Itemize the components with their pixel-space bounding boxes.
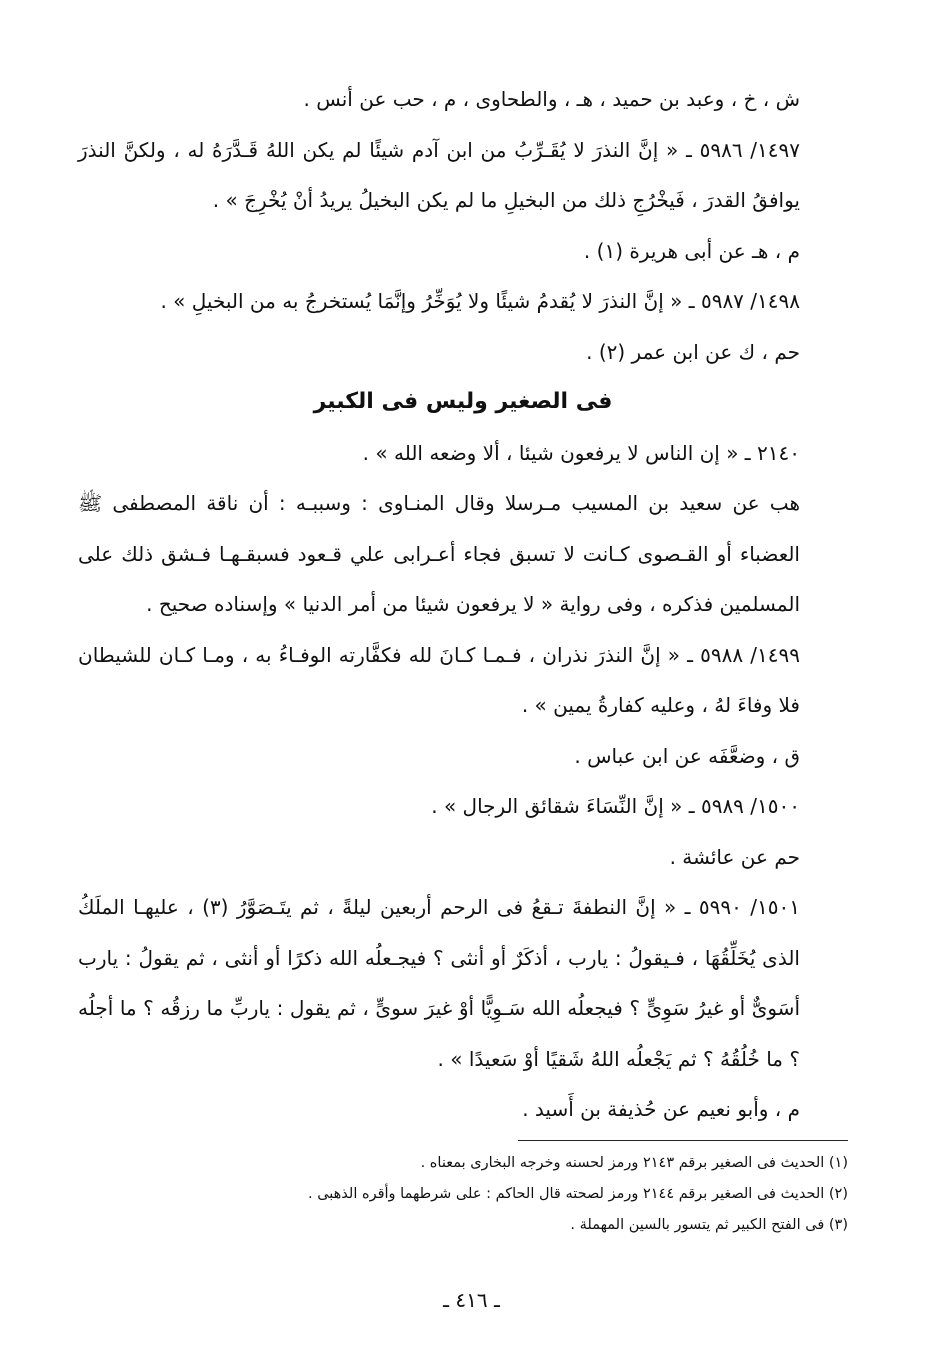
footnote-1: (١) الحديث فى الصغير برقم ٢١٤٣ ورمز لحسنه وخرجه البخارى بمعناه . (420, 1155, 848, 1171)
source-line: حم ، ك عن ابن عمر (٢) . (586, 339, 800, 364)
section-heading: فى الصغير وليس فى الكبير (313, 389, 613, 414)
footnote-2: (٢) الحديث فى الصغير برقم ٢١٤٤ ورمز لصحته قال الحاكم : على شرطهما وأقره الذهبى . (307, 1186, 848, 1202)
source-line: م ، هـ عن أبى هريرة (١) . (583, 238, 800, 263)
source-line: ق ، وضعَّفَه عن ابن عباس . (574, 743, 800, 768)
hadith-1501: ١٥٠١/ ٥٩٩٠ ـ « إنَّ النطفةَ تـقعُ فى الرحم أربعين ليلةً ، ثم يتَـصَوَّرُ (٣) ، عليهـا الملَكُ الذى يُخَلِّقُهَا ، فـيقولُ : يارب ، أذكَرٌ أو أنثى ؟ فيجـعلُه الله ذكرًا أو أنثى ، ثم يقولُ : يارب أسَوىٌّ أو غيرُ سَوِىٍّ ؟ فيجعلُه الله سَـوِيًّا أوْ غيرَ سوىٍّ ، ثم يقول : ياربِّ ما رزقُه ؟ ما أجلُه ؟ ما خُلُقُهُ ؟ ثم يَجْعلُه اللهُ شَقيًا أوْ سَعيدًا » . (78, 895, 800, 1071)
hadith-1500: ١٥٠٠/ ٥٩٨٩ ـ « إنَّ النِّسَاءَ شقائق الرجال » . (431, 794, 800, 818)
hadith-2140: ٢١٤٠ ـ « إن الناس لا يرفعون شيئا ، ألا وضعه الله » . (362, 440, 800, 465)
hadith-1499: ١٤٩٩/ ٥٩٨٨ ـ « إنَّ النذرَ نذران ، فـمـا كـانَ لله فكفَّارته الوفـاءُ به ، ومـا كـان للشيطان فلا وفاءَ لهُ ، وعليه كفارةُ يمين » . (78, 642, 800, 717)
commentary: هب عن سعيد بن المسيب مـرسلا وقال المنـاوى : وسببـه : أن ناقة المصطفى ﷺ العضباء أو القـصوى كـانت لا تسبق فجاء أعـرابى علي قـعود فسبقـهـا فـشق ذلك على المسلمين فذكره ، وفى رواية « لا يرفعون شيئا من أمر الدنيا » وإسناده صحيح . (78, 491, 800, 616)
hadith-1497: ١٤٩٧/ ٥٩٨٦ ـ « إنَّ النذرَ لا يُقَـرِّبُ من ابن آدم شيئًا لم يكن اللهُ قَـدَّرَهُ له ، ولكنَّ النذرَ يوافقُ القدرَ ، فَيخْرُجِ ذلك من البخيلِ ما لم يكن البخيلُ يريدُ أنْ يُخْرِجَ » . (78, 137, 800, 212)
hadith-1498: ١٤٩٨/ ٥٩٨٧ ـ « إنَّ النذرَ لا يُقدمُ شيئًا ولا يُوَخِّرُ وإنَّمَا يُستخرجُ به من البخيلِ » . (160, 289, 800, 313)
page-number: ـ ٤١٦ ـ (443, 1288, 500, 1312)
source-line: ش ، خ ، وعبد بن حميد ، هـ ، والطحاوى ، م ، حب عن أنس . (303, 87, 800, 111)
source-line: حم عن عائشة . (669, 844, 800, 869)
main-text (78, 74, 848, 1135)
source-line: م ، وأبو نعيم عن حُذيفة بن أَسيد . (522, 1097, 800, 1121)
footnotes (78, 1148, 848, 1241)
footnote-divider (518, 1140, 848, 1141)
footnote-3: (٣) فى الفتح الكبير ثم يتسور بالسين المهملة . (570, 1217, 848, 1233)
